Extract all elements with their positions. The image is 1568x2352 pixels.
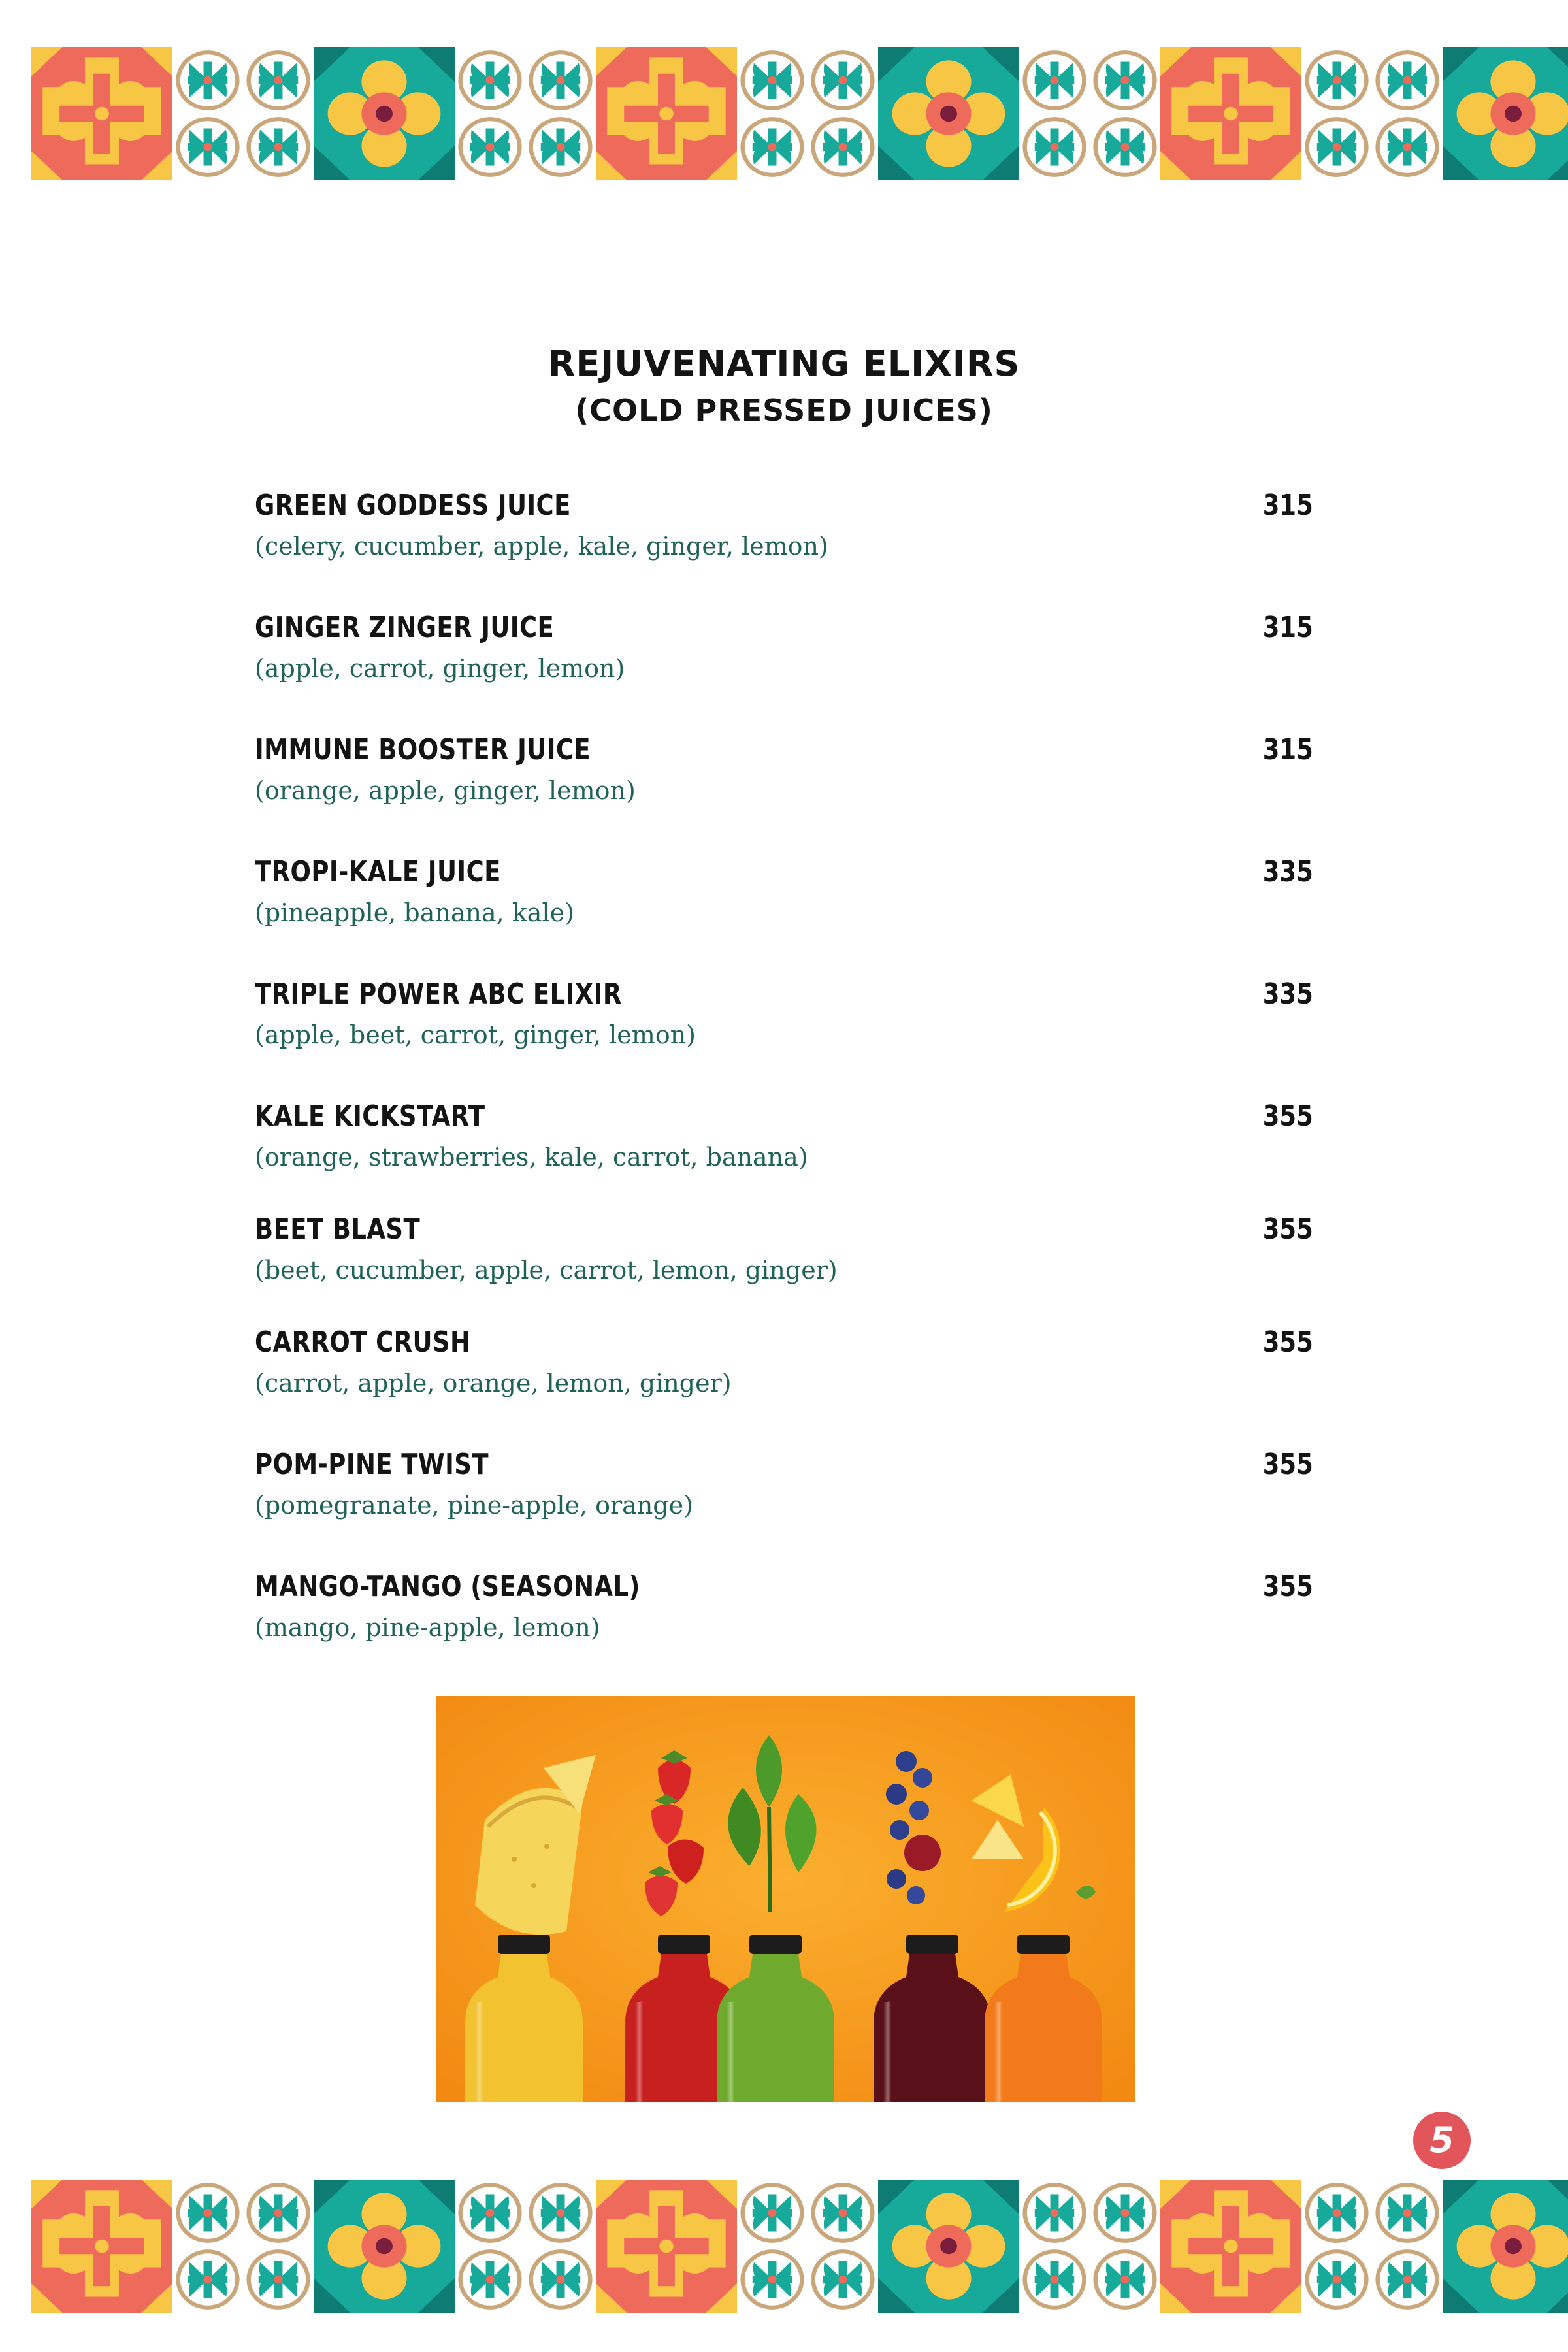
- menu-item: [255, 1448, 1313, 1526]
- item-price: 355: [1262, 1448, 1313, 1481]
- menu-item: [255, 1570, 1313, 1648]
- item-price: 355: [1262, 1570, 1313, 1603]
- item-name: TROPI-KALE JUICE: [255, 855, 501, 889]
- leaf-quad-tile: [172, 47, 314, 180]
- menu-item: [255, 855, 1313, 934]
- leaf-quad-tile: [1301, 47, 1443, 180]
- menu-item: [255, 977, 1313, 1056]
- leaf-quad-tile: [1019, 47, 1160, 180]
- item-description: (celery, cucumber, apple, kale, ginger, lemon): [255, 532, 828, 561]
- leaf-quad-tile: [1301, 2180, 1443, 2313]
- teal-flower-tile: [314, 47, 455, 180]
- leaf-quad-tile: [455, 2180, 596, 2313]
- page-subtitle: (COLD PRESSED JUICES): [575, 393, 993, 428]
- menu-item: [255, 1326, 1313, 1404]
- item-name: GREEN GODDESS JUICE: [255, 489, 571, 522]
- page-title: REJUVENATING ELIXIRS: [547, 343, 1021, 384]
- item-description: (carrot, apple, orange, lemon, ginger): [255, 1369, 732, 1397]
- bottom-tile-border: [31, 2180, 1537, 2313]
- page-number-badge: 5: [1413, 2112, 1471, 2169]
- item-price: 315: [1262, 611, 1313, 644]
- coral-cross-tile: [1160, 47, 1301, 180]
- item-name: CARROT CRUSH: [255, 1326, 471, 1359]
- teal-flower-tile: [1443, 47, 1568, 180]
- item-description: (beet, cucumber, apple, carrot, lemon, ginger): [255, 1256, 838, 1284]
- menu-item: [255, 733, 1313, 811]
- teal-flower-tile: [878, 2180, 1019, 2313]
- item-price: 355: [1262, 1213, 1313, 1246]
- leaf-quad-tile: [1019, 2180, 1160, 2313]
- item-description: (mango, pine-apple, lemon): [255, 1613, 600, 1642]
- item-description: (apple, carrot, ginger, lemon): [255, 654, 625, 683]
- item-price: 335: [1262, 977, 1313, 1011]
- item-name: TRIPLE POWER ABC ELIXIR: [255, 977, 622, 1011]
- item-name: BEET BLAST: [255, 1213, 421, 1246]
- menu-item: [255, 1213, 1313, 1291]
- item-description: (orange, strawberries, kale, carrot, banana): [255, 1143, 808, 1171]
- teal-flower-tile: [1443, 2180, 1568, 2313]
- coral-cross-tile: [31, 47, 172, 180]
- coral-cross-tile: [596, 47, 737, 180]
- leaf-quad-tile: [455, 47, 596, 180]
- item-name: IMMUNE BOOSTER JUICE: [255, 733, 591, 766]
- item-description: (orange, apple, ginger, lemon): [255, 776, 636, 805]
- item-description: (apple, beet, carrot, ginger, lemon): [255, 1021, 696, 1049]
- coral-cross-tile: [596, 2180, 737, 2313]
- item-price: 335: [1262, 855, 1313, 889]
- teal-flower-tile: [314, 2180, 455, 2313]
- menu-item: [255, 611, 1313, 689]
- teal-flower-tile: [878, 47, 1019, 180]
- coral-cross-tile: [1160, 2180, 1301, 2313]
- item-price: 355: [1262, 1100, 1313, 1133]
- item-description: (pomegranate, pine-apple, orange): [255, 1491, 693, 1520]
- coral-cross-tile: [31, 2180, 172, 2313]
- leaf-quad-tile: [172, 2180, 314, 2313]
- menu-item: [255, 489, 1313, 567]
- item-name: POM-PINE TWIST: [255, 1448, 489, 1481]
- menu-item: [255, 1100, 1313, 1178]
- item-name: KALE KICKSTART: [255, 1100, 485, 1133]
- leaf-quad-tile: [737, 2180, 878, 2313]
- juice-bottles-photo: [436, 1696, 1135, 2102]
- item-description: (pineapple, banana, kale): [255, 898, 574, 927]
- item-name: GINGER ZINGER JUICE: [255, 611, 555, 644]
- item-price: 315: [1262, 733, 1313, 766]
- top-tile-border: [31, 47, 1537, 180]
- leaf-quad-tile: [737, 47, 878, 180]
- item-price: 315: [1262, 489, 1313, 522]
- item-name: MANGO-TANGO (SEASONAL): [255, 1570, 640, 1603]
- item-price: 355: [1262, 1326, 1313, 1359]
